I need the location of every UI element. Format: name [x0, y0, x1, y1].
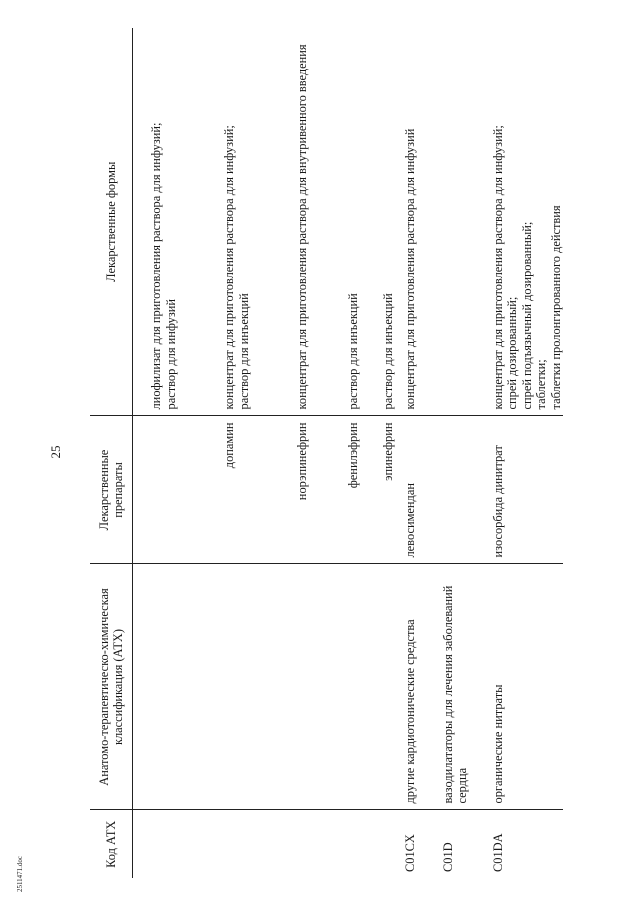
forms-block: концентрат для приготовления раствора для внутривенного введения: [295, 44, 309, 410]
header-code: Код АТХ: [90, 810, 133, 878]
cell-classification: органические нитраты: [491, 564, 564, 810]
drug-name: норэпинефрин: [295, 422, 309, 501]
page-number: 25: [48, 445, 63, 459]
cell-forms: концентрат для приготовления раствора для инфузий; спрей дозированный; спрей подъязычный дозированный; таблетки; таблетки пролонгированного действия: [491, 28, 564, 416]
forms-block: раствор для инъекций: [346, 293, 360, 410]
cell-code: C01DA: [490, 833, 505, 872]
cell-forms: [133, 28, 403, 416]
table-row: [441, 28, 491, 878]
header-classification: Анатомо-терапевтическо-химическая классификация (АТХ): [90, 564, 133, 810]
cell-forms: [441, 28, 491, 416]
table-row: [491, 28, 564, 878]
drug-name: допамин: [222, 422, 236, 469]
rotated-table-container: [90, 28, 620, 878]
drug-name: [149, 423, 207, 558]
cell-code: C01D: [440, 842, 455, 872]
atx-table: [90, 28, 563, 878]
cell-drugs: [133, 416, 403, 564]
cell-code: [133, 810, 403, 878]
cell-drugs: левосимендан: [403, 416, 441, 564]
cell-classification: другие кардиотонические средства: [403, 564, 441, 810]
cell-classification: вазодилататоры для лечения заболеваний сердца: [441, 564, 491, 810]
cell-forms: концентрат для приготовления раствора для инфузий: [403, 28, 441, 416]
table-header-row: [90, 28, 133, 878]
cell-drugs: [441, 416, 491, 564]
cell-drugs: изосорбида динитрат: [491, 416, 564, 564]
table-row: [133, 28, 403, 878]
forms-block: лиофилизат для приготовления раствора для инфузий; раствор для инфузий: [149, 122, 178, 410]
forms-block: концентрат для приготовления раствора для инфузий; раствор для инъекций: [222, 125, 251, 410]
cell-classification: [133, 564, 403, 810]
cell-code: C01CX: [402, 834, 417, 872]
drug-name: эпинефрин: [381, 422, 395, 481]
forms-block: раствор для инъекций: [381, 293, 395, 410]
header-drugs: Лекарственные препараты: [90, 416, 133, 564]
footer-filename: 2511471.doc: [16, 855, 24, 893]
drug-name: фенилэфрин: [346, 422, 360, 489]
header-forms: Лекарственные формы: [90, 28, 133, 416]
table-row: [403, 28, 441, 878]
